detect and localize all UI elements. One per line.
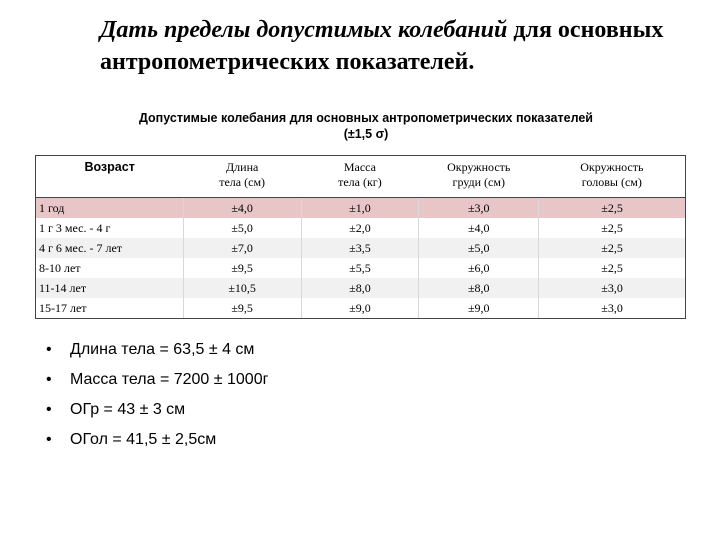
header-mass: [301, 156, 419, 198]
list-item: [46, 369, 268, 391]
cell-length: ±10,5: [183, 278, 301, 298]
norms-list: [46, 339, 268, 459]
title-italic-part: Дать пределы допустимых колебаний: [100, 17, 508, 43]
table-row: [36, 258, 686, 278]
cell-mass: ±8,0: [301, 278, 419, 298]
list-item-text: Масса тела = 7200 ± 1000г: [70, 371, 269, 388]
list-item: [46, 399, 268, 421]
header-age: Возраст: [36, 156, 184, 198]
cell-head: ±2,5: [539, 238, 686, 258]
cell-length: ±9,5: [183, 298, 301, 319]
cell-chest: ±8,0: [419, 278, 539, 298]
list-item: [46, 339, 268, 361]
bullet-icon: •: [46, 341, 52, 358]
cell-chest: ±3,0: [419, 198, 539, 219]
cell-length: ±9,5: [183, 258, 301, 278]
table-caption-line2: (±1,5 σ): [343, 127, 389, 141]
cell-head: ±2,5: [539, 218, 686, 238]
cell-mass: ±9,0: [301, 298, 419, 319]
cell-head: ±3,0: [539, 298, 686, 319]
cell-age: 4 г 6 мес. - 7 лет: [36, 238, 184, 258]
table-row: [36, 218, 686, 238]
cell-mass: ±5,5: [301, 258, 419, 278]
table-row: [36, 238, 686, 258]
list-item-text: ОГр = 43 ± 3 см: [70, 401, 186, 418]
header-length-line2: тела (см): [219, 175, 266, 189]
table-row: [36, 198, 686, 219]
bullet-icon: •: [46, 401, 52, 418]
header-length-line1: Длина: [225, 160, 259, 174]
list-item: [46, 429, 268, 451]
list-item-text: ОГол = 41,5 ± 2,5см: [70, 431, 217, 448]
cell-chest: ±9,0: [419, 298, 539, 319]
cell-mass: ±1,0: [301, 198, 419, 219]
header-mass-line1: Масса: [343, 160, 376, 174]
header-chest-line1: Окружность: [447, 160, 511, 174]
cell-head: ±2,5: [539, 198, 686, 219]
table-row: [36, 278, 686, 298]
cell-chest: ±5,0: [419, 238, 539, 258]
slide-title: [100, 14, 700, 78]
cell-age: 8-10 лет: [36, 258, 184, 278]
cell-head: ±2,5: [539, 258, 686, 278]
header-chest: [419, 156, 539, 198]
header-head-line1: Окружность: [580, 160, 644, 174]
table-header-row: [36, 156, 686, 198]
cell-chest: ±4,0: [419, 218, 539, 238]
cell-age: 15-17 лет: [36, 298, 184, 319]
cell-mass: ±2,0: [301, 218, 419, 238]
cell-length: ±5,0: [183, 218, 301, 238]
header-head-line2: головы (см): [581, 175, 642, 189]
list-item-text: Длина тела = 63,5 ± 4 см: [70, 341, 255, 358]
table-row: [36, 298, 686, 319]
cell-length: ±4,0: [183, 198, 301, 219]
table-caption-line1: Допустимые колебания для основных антропометрических показателей: [138, 111, 593, 125]
header-head: [539, 156, 686, 198]
cell-age: 1 г 3 мес. - 4 г: [36, 218, 184, 238]
bullet-icon: •: [46, 431, 52, 448]
cell-age: 1 год: [36, 198, 184, 219]
cell-mass: ±3,5: [301, 238, 419, 258]
cell-head: ±3,0: [539, 278, 686, 298]
header-mass-line2: тела (кг): [338, 175, 382, 189]
bullet-icon: •: [46, 371, 52, 388]
header-length: [183, 156, 301, 198]
cell-chest: ±6,0: [419, 258, 539, 278]
cell-length: ±7,0: [183, 238, 301, 258]
title-regular-part: для основных антропометрических показателей.: [100, 17, 664, 75]
table-caption: [36, 110, 696, 142]
cell-age: 11-14 лет: [36, 278, 184, 298]
tolerance-table: [35, 155, 686, 319]
header-chest-line2: груди (см): [452, 175, 505, 189]
